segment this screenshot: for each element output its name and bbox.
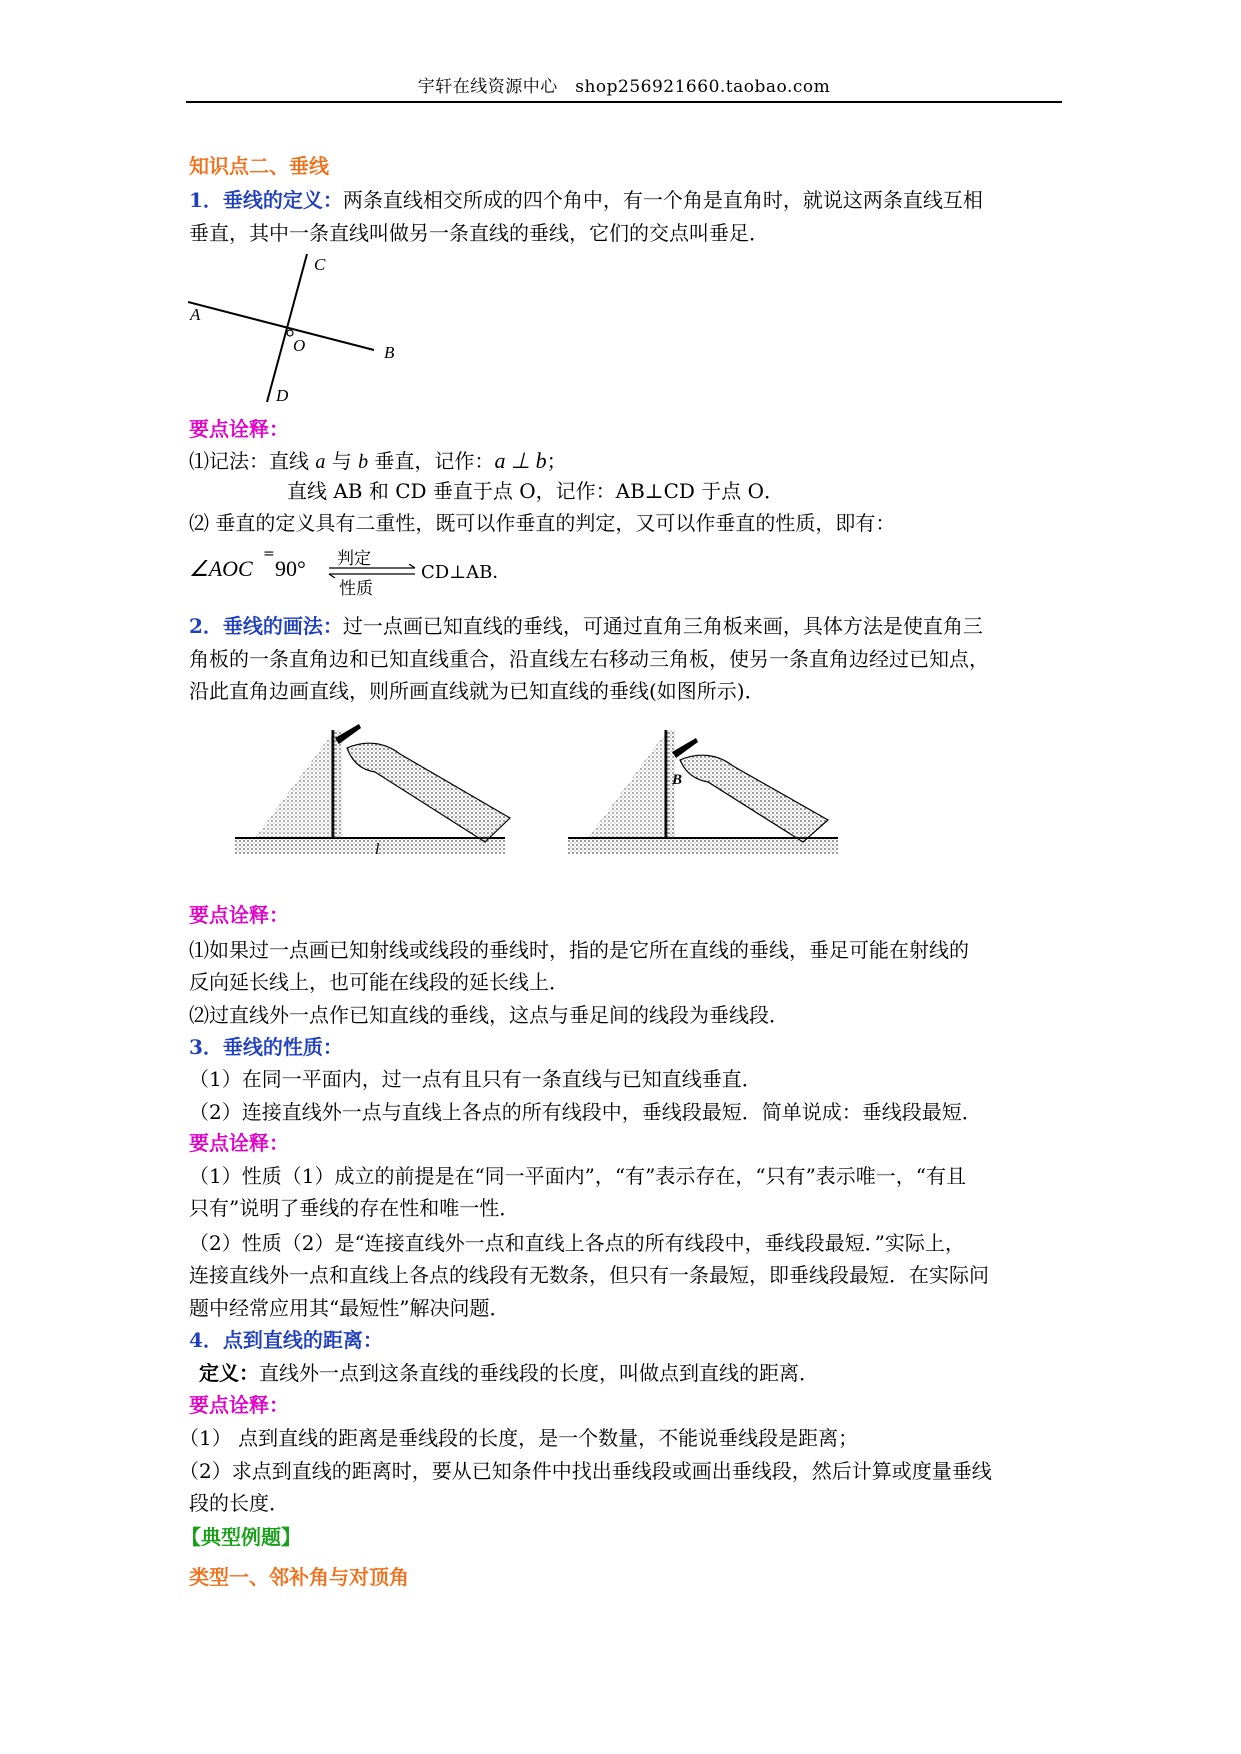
examples-title: 【典型例题】 <box>181 1525 301 1549</box>
def-label: 1．垂线的定义： <box>189 188 343 212</box>
var-a: a <box>315 451 326 473</box>
property-line-2: （2）连接直线外一点与直线上各点的所有线段中，垂线段最短．简单说成：垂线段最短． <box>189 1100 982 1124</box>
set-square-figure-left <box>235 720 511 858</box>
distance-def-label: 定义： <box>199 1361 259 1385</box>
distance-label: 4．点到直线的距离： <box>189 1328 383 1352</box>
header-rule <box>186 101 1062 103</box>
angle-aoc: ∠AOC <box>189 556 253 581</box>
notes2-line-3: ⑵过直线外一点作已知直线的垂线，这点与垂足间的线段为垂线段． <box>189 1003 789 1027</box>
notes3-title: 要点诠释： <box>189 1131 289 1155</box>
var-b: b <box>358 451 369 473</box>
set-square-figure-right <box>568 720 844 858</box>
type1-title: 类型一、邻补角与对顶角 <box>189 1565 409 1589</box>
notes4-line-3: 段的长度． <box>189 1491 289 1515</box>
line-ab <box>188 302 374 350</box>
page-header: 宇轩在线资源中心 shop256921660.taobao.com <box>417 77 831 97</box>
figure-left-label-l: l <box>375 841 380 858</box>
hand-sleeve <box>347 743 510 842</box>
line-cd <box>267 254 307 402</box>
notes1-line-2: 直线 AB 和 CD 垂直于点 O，记作：AB⊥CD 于点 O． <box>287 479 785 503</box>
def-text-1: 两条直线相交所成的四个角中，有一个角是直角时，就说这两条直线互相 <box>342 188 983 212</box>
equals-sign: = <box>263 546 275 562</box>
arrow-label-judge: 判定 <box>337 549 371 569</box>
notes3-line-4: 连接直线外一点和直线上各点的线段有无数条，但只有一条最短，即垂线段最短．在实际问 <box>189 1263 989 1287</box>
def-line-2: 垂直，其中一条直线叫做另一条直线的垂线，它们的交点叫垂足． <box>189 221 769 245</box>
notes2-title: 要点诠释： <box>189 903 289 927</box>
notes1-l1-prefix: ⑴记法：直线 <box>189 449 316 473</box>
property-label: 3．垂线的性质： <box>189 1035 343 1059</box>
label-o: O <box>293 336 306 355</box>
arrow-label-property: 性质 <box>339 579 373 599</box>
formula-result: CD⊥AB． <box>421 562 511 583</box>
notes3-line-5: 题中经常应用其“最短性”解决问题． <box>189 1296 510 1320</box>
notes2-line-1: ⑴如果过一点画已知射线或线段的垂线时，指的是它所在直线的垂线，垂足可能在射线的 <box>189 938 969 962</box>
drawing-label: 2．垂线的画法： <box>189 614 343 638</box>
label-c: C <box>314 255 326 274</box>
notes4-title: 要点诠释： <box>189 1393 289 1417</box>
notes4-line-2: （2）求点到直线的距离时，要从已知条件中找出垂线段或画出垂线段，然后计算或度量垂线 <box>179 1459 992 1483</box>
section-title: 知识点二、垂线 <box>189 154 329 178</box>
perpendicular-lines-figure <box>188 254 418 410</box>
definition-formula <box>189 546 609 599</box>
figure-right-label-b: B <box>672 772 683 788</box>
drawing-line-2: 角板的一条直角边和已知直线重合，沿直线左右移动三角板，使另一条直角边经过已知点， <box>189 647 989 671</box>
notes3-line-3: （2）性质（2）是“连接直线外一点和直线上各点的所有线段中，垂线段最短．”实际上， <box>189 1231 965 1255</box>
notes1-line-3: ⑵ 垂直的定义具有二重性，既可以作垂直的判定，又可以作垂直的性质，即有： <box>189 511 896 535</box>
drawing-line-1 <box>189 611 983 641</box>
drawing-text-1: 过一点画已知直线的垂线，可通过直角三角板来画，具体方法是使直角三 <box>342 614 983 638</box>
notes4-line-1: （1） 点到直线的距离是垂线段的长度，是一个数量，不能说垂线段是距离； <box>179 1426 859 1450</box>
notes3-line-2: 只有”说明了垂线的存在性和唯一性． <box>189 1196 520 1220</box>
property-line-1: （1）在同一平面内，过一点有且只有一条直线与已知直线垂直． <box>189 1067 762 1091</box>
label-b: B <box>384 343 395 362</box>
drawing-line-3: 沿此直角边画直线，则所画直线就为已知直线的垂线(如图所示)． <box>189 679 765 703</box>
double-arrow-icon <box>327 564 419 578</box>
perp-formula: a ⊥ b <box>494 448 547 473</box>
notes1-title: 要点诠释： <box>189 417 289 441</box>
triangle-board <box>255 732 333 838</box>
label-d: D <box>276 386 289 405</box>
ruler <box>235 838 505 854</box>
notes1-l1-suffix: 垂直，记作： <box>368 449 495 473</box>
notes1-l1-end: ； <box>546 449 567 473</box>
notes2-line-2: 反向延长线上，也可能在线段的延长线上． <box>189 970 569 994</box>
distance-def-text: 直线外一点到这条直线的垂线段的长度，叫做点到直线的距离． <box>259 1361 819 1385</box>
notes1-line-1 <box>189 446 567 477</box>
notes1-l1-mid: 与 <box>325 449 359 473</box>
def-line-1 <box>189 185 983 215</box>
ninety-degrees: 90° <box>275 556 306 581</box>
distance-definition <box>199 1358 819 1388</box>
notes3-line-1: （1）性质（1）成立的前提是在“同一平面内”，“有”表示存在，“只有”表示唯一，“有且 <box>189 1164 967 1188</box>
label-a: A <box>190 305 201 324</box>
